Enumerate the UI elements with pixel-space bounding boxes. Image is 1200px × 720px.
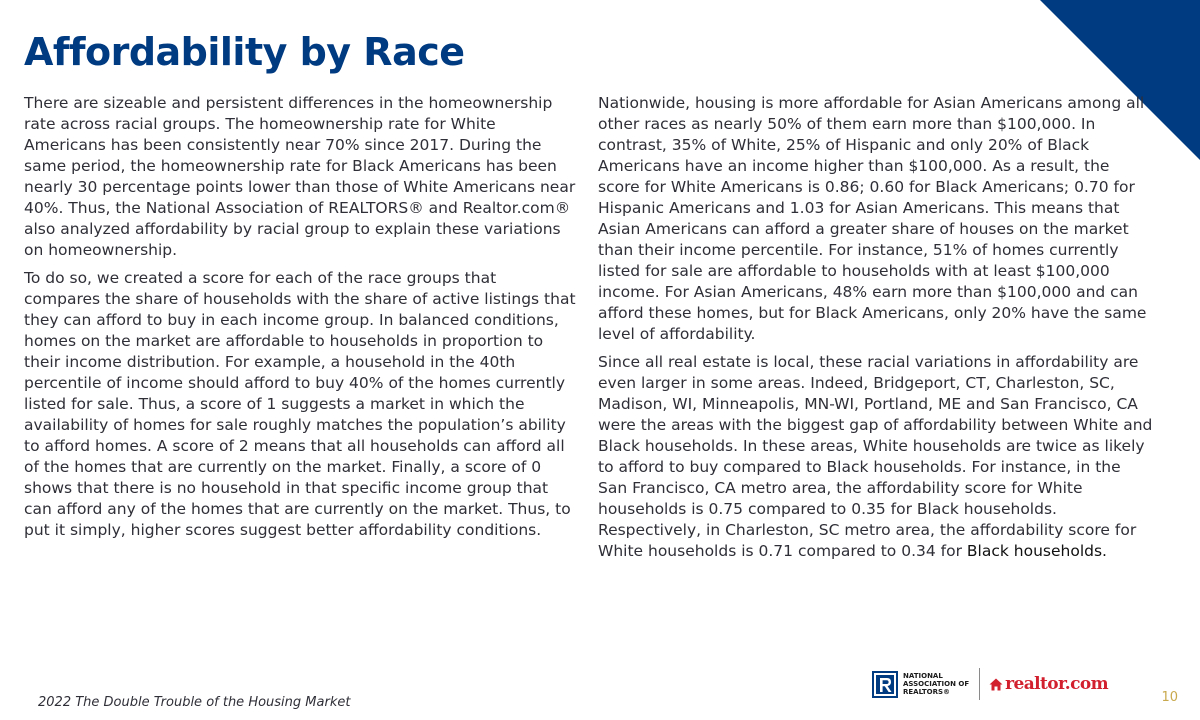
right-text-column bbox=[598, 93, 1154, 569]
right-paragraph-1: Nationwide, housing is more affordable for Asian Americans among all other races as nearly 50% of them earn more than $100,000. In contrast, 35% of White, 25% of Hispanic and only 20% of Black Americans have an income higher than $100,000. As a result, the score for White Americans is 0.86; 0.60 for Black Americans; 0.70 for Hispanic Americans and 1.03 for Asian Americans. This means that Asian Americans can afford a greater share of houses on the market than their income percentile. For instance, 51% of homes currently listed for sale are affordable to households with at least $100,000 income. For Asian Americans, 48% earn more than $100,000 and can afford these homes, but for Black Americans, only 20% have the same level of affordability. bbox=[598, 94, 1147, 343]
partner-logos bbox=[872, 660, 1132, 708]
left-paragraph-2: To do so, we created a score for each of the race groups that compares the share of households with the share of active listings that they can afford to buy in each income group. In balanced conditions, homes on the market are affordable to households in proportion to their income distribution. For example, a household in the 40th percentile of income should afford to buy 40% of the homes currently listed for sale. Thus, a score of 1 suggests a market in which the availability of homes for sale roughly matches the population’s ability to afford homes. A score of 2 means that all households can afford all of the homes that are currently on the market. Finally, a score of 0 shows that there is no household in that specific income group that can afford any of the homes that are currently on the market. Thus, to put it simply, higher scores suggest better affordability conditions. bbox=[24, 269, 576, 539]
left-paragraph-1: There are sizeable and persistent differences in the homeownership rate across racial groups. The homeownership rate for White Americans has been consistently near 70% since 2017. During the same period, the homeownership rate for Black Americans has been nearly 30 percentage points lower than those of White Americans near 40%. Thus, the National Association of REALTORS® and Realtor.com® also analyzed affordability by racial group to explain these variations on homeownership. bbox=[24, 94, 576, 259]
footer-report-title: 2022 The Double Trouble of the Housing Market bbox=[38, 695, 351, 710]
realtor-r-block-icon bbox=[872, 671, 898, 698]
realtor-com-logo bbox=[989, 674, 1108, 694]
house-icon bbox=[989, 678, 1003, 691]
nar-wordmark bbox=[903, 672, 969, 696]
nar-line-3: REALTORS® bbox=[903, 688, 951, 696]
nar-logo bbox=[872, 671, 969, 698]
nar-line-2: ASSOCIATION OF bbox=[903, 680, 970, 688]
page-number: 10 bbox=[1161, 690, 1178, 705]
right-paragraph-2-main: Since all real estate is local, these racial variations in affordability are even larger in some areas. Indeed, Bridgeport, CT, Charleston, SC, Madison, WI, Minneapolis, MN-WI, Portland, ME and San Francisco, CA were the areas with the biggest gap of affordability between White and Black households. In these areas, White households are twice as likely to afford to buy compared to Black households. For instance, in the San Francisco, CA metro area, the affordability score for White households is 0.75 compared to 0.35 for Black households. Respectively, in Charleston, SC metro area, the affordability score for White households is 0.71 compared to 0.34 for bbox=[598, 353, 1153, 560]
right-paragraph-2-tail: Black households. bbox=[966, 542, 1107, 560]
right-paragraph-2 bbox=[598, 352, 1154, 562]
logo-divider bbox=[979, 668, 980, 700]
realtor-com-wordmark: realtor.com bbox=[1005, 674, 1108, 694]
nar-line-1: NATIONAL bbox=[903, 672, 943, 680]
left-text-column bbox=[24, 93, 576, 548]
slide-title: Affordability by Race bbox=[24, 30, 465, 74]
